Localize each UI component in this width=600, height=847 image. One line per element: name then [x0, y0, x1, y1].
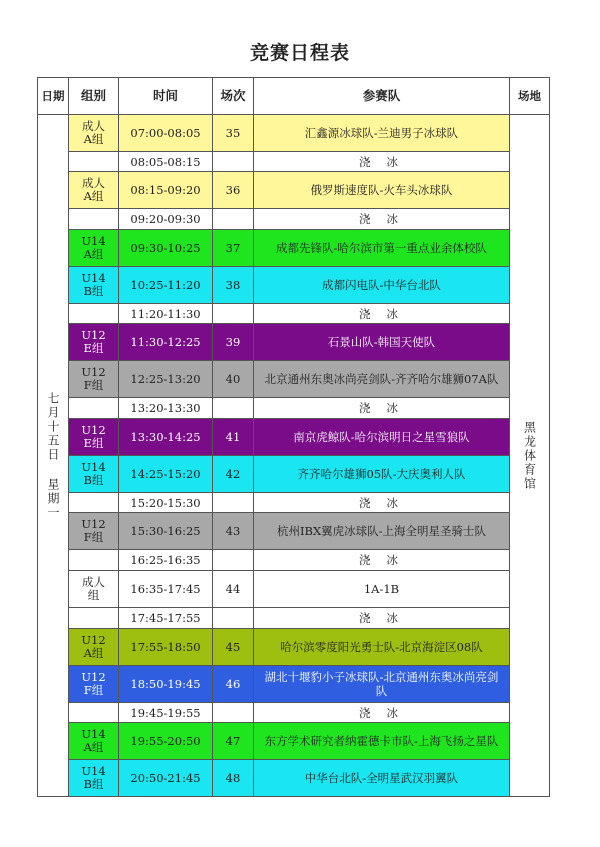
match-number-cell: 39	[213, 324, 254, 361]
time-cell: 19:45-19:55	[119, 703, 213, 723]
time-cell: 09:30-10:25	[119, 230, 213, 267]
group-cell: U12 F组	[69, 513, 119, 550]
teams-cell: 浇冰	[254, 152, 510, 172]
date-label: 七月十五日 星期一	[46, 391, 60, 520]
match-number-cell: 47	[213, 723, 254, 760]
time-cell: 09:20-09:30	[119, 209, 213, 230]
time-cell: 08:05-08:15	[119, 152, 213, 172]
group-cell: 成人 A组	[69, 115, 119, 152]
schedule-row	[38, 760, 550, 797]
time-cell: 12:25-13:20	[119, 361, 213, 398]
schedule-row	[38, 513, 550, 550]
teams-cell: 东方学术研究者纳霍德卡市队-上海飞扬之星队	[254, 723, 510, 760]
schedule-row	[38, 361, 550, 398]
group-cell	[69, 152, 119, 172]
teams-cell: 石景山队-韩国天使队	[254, 324, 510, 361]
group-cell	[69, 703, 119, 723]
schedule-row	[38, 209, 550, 230]
group-cell: U14 A组	[69, 723, 119, 760]
schedule-row	[38, 152, 550, 172]
match-number-cell	[213, 703, 254, 723]
group-cell	[69, 493, 119, 513]
date-cell	[38, 115, 69, 797]
teams-cell: 汇鑫源冰球队-兰迪男子冰球队	[254, 115, 510, 152]
schedule-row	[38, 419, 550, 456]
group-cell: U12 F组	[69, 361, 119, 398]
time-cell: 15:20-15:30	[119, 493, 213, 513]
match-number-cell: 44	[213, 571, 254, 608]
time-cell: 20:50-21:45	[119, 760, 213, 797]
match-number-cell	[213, 608, 254, 629]
header-row	[38, 78, 550, 115]
schedule-row	[38, 230, 550, 267]
teams-cell: 浇冰	[254, 550, 510, 571]
time-cell: 17:55-18:50	[119, 629, 213, 666]
time-cell: 10:25-11:20	[119, 267, 213, 304]
group-cell	[69, 608, 119, 629]
time-cell: 18:50-19:45	[119, 666, 213, 703]
schedule-row	[38, 324, 550, 361]
time-cell: 16:25-16:35	[119, 550, 213, 571]
group-cell	[69, 398, 119, 419]
schedule-row	[38, 304, 550, 324]
group-cell	[69, 304, 119, 324]
header-teams: 参赛队	[254, 78, 510, 115]
teams-cell: 哈尔滨零度阳光勇士队-北京海淀区08队	[254, 629, 510, 666]
time-cell: 16:35-17:45	[119, 571, 213, 608]
time-cell: 13:20-13:30	[119, 398, 213, 419]
time-cell: 13:30-14:25	[119, 419, 213, 456]
teams-cell: 成都闪电队-中华台北队	[254, 267, 510, 304]
group-cell	[69, 550, 119, 571]
group-cell: U14 A组	[69, 230, 119, 267]
teams-cell: 南京虎鲸队-哈尔滨明日之星雪狼队	[254, 419, 510, 456]
teams-cell: 浇冰	[254, 398, 510, 419]
teams-cell: 浇冰	[254, 703, 510, 723]
venue-label: 黑龙体育馆	[522, 420, 537, 491]
header-time: 时间	[119, 78, 213, 115]
venue-cell	[510, 115, 550, 797]
group-cell: U12 A组	[69, 629, 119, 666]
group-cell	[69, 209, 119, 230]
group-cell: U14 B组	[69, 456, 119, 493]
time-cell: 14:25-15:20	[119, 456, 213, 493]
schedule-row	[38, 115, 550, 152]
match-number-cell	[213, 209, 254, 230]
group-cell: U12 E组	[69, 419, 119, 456]
schedule-row	[38, 493, 550, 513]
group-cell: 成人 A组	[69, 172, 119, 209]
time-cell: 17:45-17:55	[119, 608, 213, 629]
match-number-cell	[213, 550, 254, 571]
match-number-cell: 45	[213, 629, 254, 666]
schedule-row	[38, 550, 550, 571]
match-number-cell: 42	[213, 456, 254, 493]
schedule-row	[38, 571, 550, 608]
group-cell: U14 B组	[69, 760, 119, 797]
teams-cell: 浇冰	[254, 493, 510, 513]
header-date: 日期	[38, 78, 69, 115]
teams-cell: 1A-1B	[254, 571, 510, 608]
match-number-cell: 38	[213, 267, 254, 304]
match-number-cell	[213, 493, 254, 513]
time-cell: 07:00-08:05	[119, 115, 213, 152]
match-number-cell: 35	[213, 115, 254, 152]
group-cell: U12 F组	[69, 666, 119, 703]
schedule-row	[38, 398, 550, 419]
teams-cell: 成都先锋队-哈尔滨市第一重点业余体校队	[254, 230, 510, 267]
teams-cell: 浇冰	[254, 209, 510, 230]
group-cell: 成人 组	[69, 571, 119, 608]
match-number-cell: 41	[213, 419, 254, 456]
time-cell: 08:15-09:20	[119, 172, 213, 209]
teams-cell: 齐齐哈尔雄狮05队-大庆奥利人队	[254, 456, 510, 493]
group-cell: U12 E组	[69, 324, 119, 361]
page-title: 竞赛日程表	[249, 42, 350, 64]
schedule-row	[38, 608, 550, 629]
header-venue: 场地	[510, 78, 550, 115]
schedule-row	[38, 267, 550, 304]
match-number-cell: 48	[213, 760, 254, 797]
teams-cell: 杭州IBX翼虎冰球队-上海全明星圣骑士队	[254, 513, 510, 550]
group-cell: U14 B组	[69, 267, 119, 304]
teams-cell: 浇冰	[254, 608, 510, 629]
teams-cell: 浇冰	[254, 304, 510, 324]
schedule-table	[37, 77, 550, 797]
match-number-cell	[213, 304, 254, 324]
match-number-cell: 37	[213, 230, 254, 267]
match-number-cell: 40	[213, 361, 254, 398]
match-number-cell: 36	[213, 172, 254, 209]
match-number-cell	[213, 398, 254, 419]
schedule-row	[38, 629, 550, 666]
schedule-row	[38, 666, 550, 703]
time-cell: 11:20-11:30	[119, 304, 213, 324]
teams-cell: 俄罗斯速度队-火车头冰球队	[254, 172, 510, 209]
schedule-row	[38, 172, 550, 209]
time-cell: 19:55-20:50	[119, 723, 213, 760]
match-number-cell	[213, 152, 254, 172]
match-number-cell: 43	[213, 513, 254, 550]
match-number-cell: 46	[213, 666, 254, 703]
header-group: 组别	[69, 78, 119, 115]
teams-cell: 北京通州东奥冰尚亮剑队-齐齐哈尔雄狮07A队	[254, 361, 510, 398]
time-cell: 11:30-12:25	[119, 324, 213, 361]
schedule-row	[38, 723, 550, 760]
teams-cell: 中华台北队-全明星武汉羽翼队	[254, 760, 510, 797]
time-cell: 15:30-16:25	[119, 513, 213, 550]
schedule-body	[38, 115, 550, 797]
schedule-row	[38, 703, 550, 723]
header-match-no: 场次	[213, 78, 254, 115]
schedule-row	[38, 456, 550, 493]
teams-cell: 湖北十堰豹小子冰球队-北京通州东奥冰尚亮剑队	[254, 666, 510, 703]
